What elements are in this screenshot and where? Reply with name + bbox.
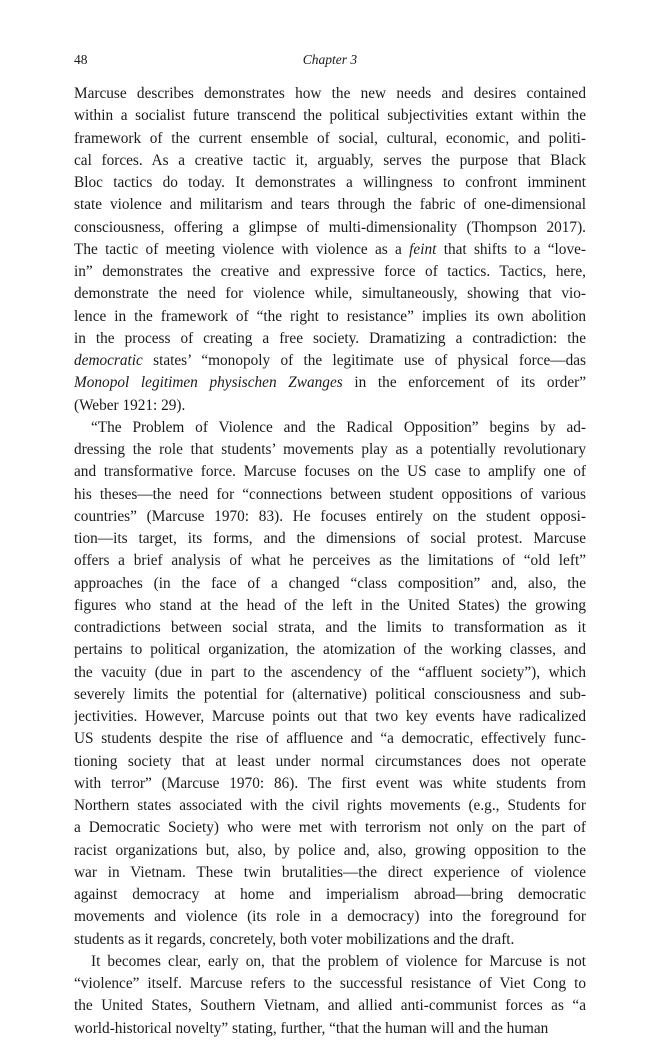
text-line: in the process of creating a free society. Dramatizing a contradiction: the	[74, 329, 586, 347]
italic-text: Monopol legitimen physischen Zwanges	[74, 374, 343, 392]
text-line: It becomes clear, early on, that the problem of violence for Marcuse is not	[91, 952, 586, 970]
text-line: jectivities. However, Marcuse points out that two key events have radicalized	[74, 708, 586, 725]
text-line: within a socialist future transcend the political subjectivities extant within the	[74, 107, 586, 125]
text-line: the United States, Southern Vietnam, and allied anti-communist forces as “a	[74, 997, 586, 1015]
text-segment: in the enforcement of its order”	[342, 374, 586, 392]
text-line: Marcuse describes demonstrates how the new needs and desires contained	[74, 85, 586, 102]
italic-text: democratic	[74, 352, 143, 369]
text-line: and transformative force. Marcuse focuses on the US case to amplify one of	[74, 463, 586, 481]
text-line: war in Vietnam. These twin brutalities—the direct experience of violence	[74, 863, 586, 881]
text-line: figures who stand at the head of the left in the United States) the growing	[74, 596, 586, 614]
text-line: framework of the current ensemble of social, cultural, economic, and politi-	[74, 129, 586, 147]
text-line: against democracy at home and imperialism abroad—bring democratic	[74, 886, 586, 903]
text-line	[74, 239, 586, 261]
text-line: cal forces. As a creative tactic it, arguably, serves the purpose that Black	[74, 151, 586, 169]
text-line: tioning society that at least under normal circumstances does not operate	[74, 752, 586, 770]
text-line: in” demonstrates the creative and expressive force of tactics. Tactics, here,	[74, 263, 586, 280]
text-segment: states’ “monopoly of the legitimate use of physical force—das	[142, 352, 586, 369]
text-line: students as it regards, concretely, both voter mobilizations and the draft.	[74, 930, 515, 948]
text-line	[74, 372, 586, 394]
text-line: with terror” (Marcuse 1970: 86). The first event was white students from	[74, 774, 586, 792]
text-line: (Weber 1921: 29).	[74, 396, 186, 414]
text-line: racist organizations but, also, by police and, also, growing opposition to the	[74, 841, 586, 859]
text-line: severely limits the potential for (alternative) political consciousness and sub-	[74, 685, 586, 703]
text-line: approaches (in the face of a changed “class composition” and, also, the	[74, 574, 586, 592]
text-segment: that shifts to a “love-	[436, 240, 586, 258]
text-line: consciousness, offering a glimpse of multi-dimensionality (Thompson 2017).	[74, 218, 586, 236]
italic-text: feint	[409, 240, 437, 258]
text-line: countries” (Marcuse 1970: 83). He focuses entirely on the student opposi-	[74, 507, 586, 525]
text-line: “The Problem of Violence and the Radical Opposition” begins by ad-	[91, 418, 586, 436]
text-line: dressing the role that students’ movements play as a potentially revolutionary	[74, 441, 586, 458]
page-number: 48	[74, 52, 88, 67]
text-line: the vacuity (due in part to the ascendency of the “affluent society”), which	[74, 663, 586, 681]
text-line: offers a brief analysis of what he perceives as the limitations of “old left”	[74, 552, 586, 570]
text-line: contradictions between social strata, and the limits to transformation as it	[74, 619, 586, 636]
text-line: pertains to political organization, the atomization of the working classes, and	[74, 641, 586, 659]
text-line: world-historical novelty” stating, further, “that the human will and the human	[74, 1019, 549, 1037]
running-head	[74, 52, 586, 72]
chapter-title: Chapter 3	[302, 52, 358, 67]
text-line: US students despite the rise of affluence and “a democratic, effectively func-	[74, 730, 586, 748]
text-line: state violence and militarism and tears through the fabric of one-dimensional	[74, 196, 586, 214]
text-line: tion—its target, its forms, and the dimensions of social protest. Marcuse	[74, 530, 586, 547]
text-line	[74, 350, 586, 372]
text-line: lence in the framework of “the right to resistance” implies its own abolition	[74, 307, 586, 325]
text-segment: The tactic of meeting violence with violence as a	[74, 240, 410, 258]
text-line: demonstrate the need for violence while, simultaneously, showing that vio-	[74, 285, 586, 303]
text-line: Northern states associated with the civil rights movements (e.g., Students for	[74, 797, 586, 814]
text-line: “violence” itself. Marcuse refers to the successful resistance of Viet Cong to	[74, 975, 586, 992]
text-line: Bloc tactics do today. It demonstrates a willingness to confront imminent	[74, 174, 586, 191]
body-text	[74, 83, 586, 1040]
text-line: his theses—the need for “connections between student oppositions of various	[74, 485, 586, 503]
text-line: a Democratic Society) who were met with terrorism not only on the part of	[74, 819, 586, 837]
text-line: movements and violence (its role in a democracy) into the foreground for	[74, 908, 586, 926]
